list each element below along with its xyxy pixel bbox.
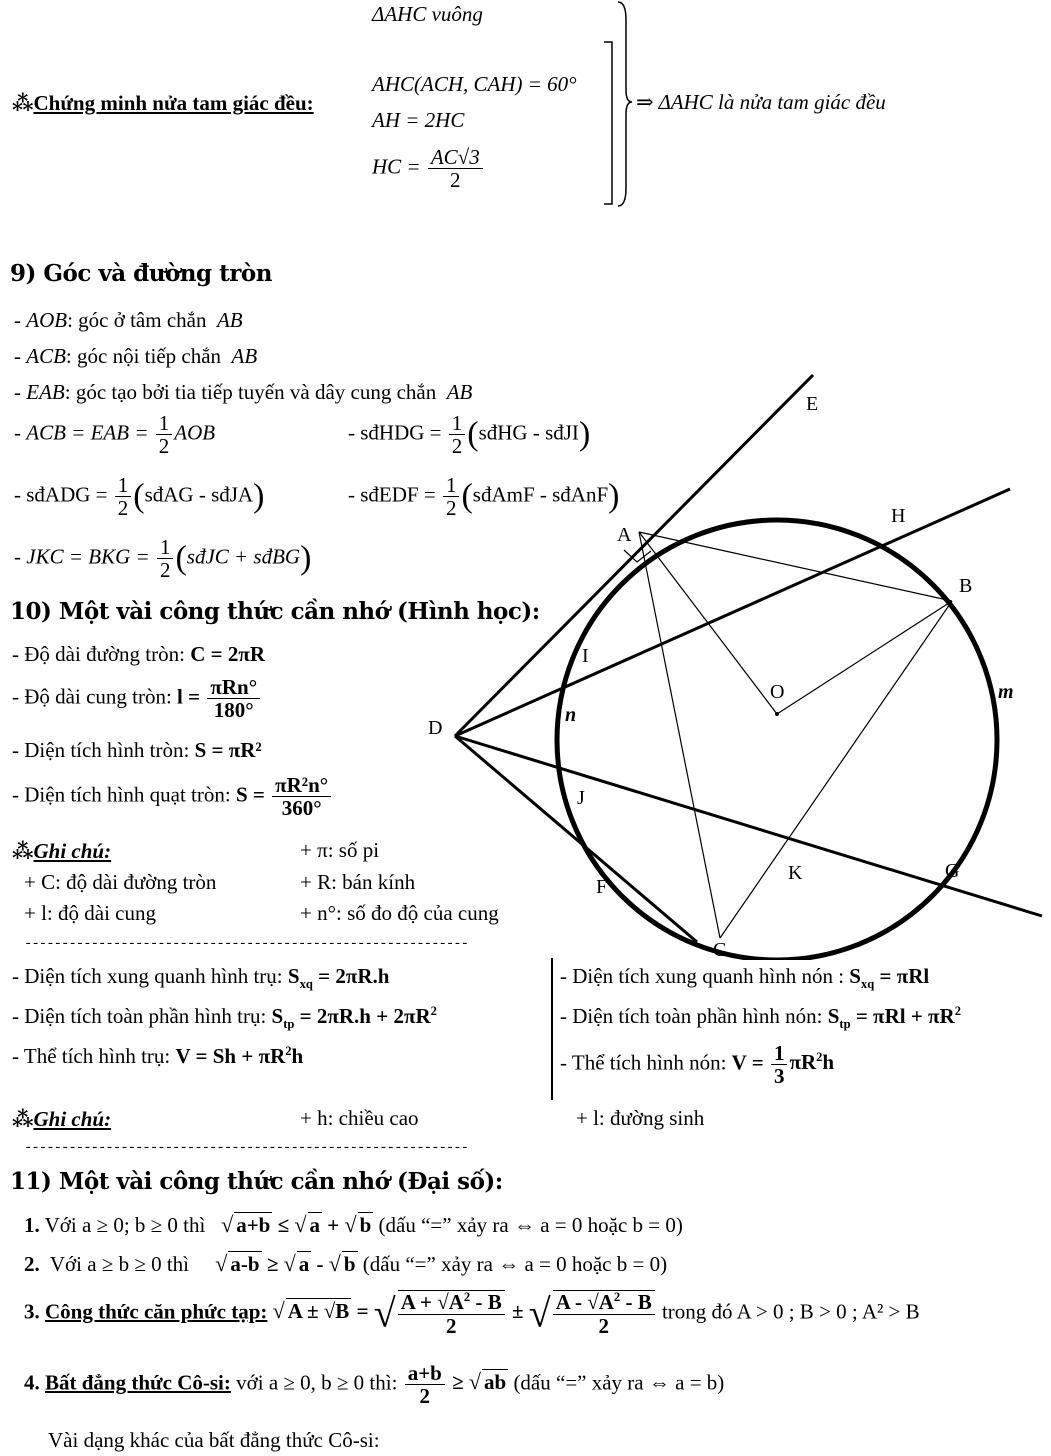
formula-hdg: - sđHDG = $\frac{1}{2}$ (sđHG - sđJI) [348, 411, 591, 459]
arc-length-formula: - Độ dài cung tròn: l = $\frac{\text{πRn°}}{180^\circ}$ [12, 676, 262, 721]
svg-text:G: G [945, 860, 960, 882]
cauchy-other-forms: Vài dạng khác của bất đẳng thức Cô-si: [48, 1428, 380, 1452]
list-item-central-angle: - AOB: góc ở tâm chắn AB [14, 308, 243, 332]
note-c: + C: độ dài đường tròn [24, 870, 217, 894]
section-10-title: 10) Một vài công thức cần nhớ (Hình học): [10, 598, 540, 625]
formula-edf: - sđEDF = $\frac{1}{2}$ (sđAmF - sđAnF) [348, 473, 620, 521]
formula-jkc: - JKC = BKG = $\frac{1}{2}$ (sđJC + sđBG) [14, 535, 312, 583]
divider-2: ------------------------------------------------------------ [24, 1140, 469, 1156]
svg-text:m: m [998, 681, 1014, 703]
condition-angle: AHC(ACH, CAH) = 60° [372, 72, 577, 96]
half-triangle-conclusion: ⇒ ΔAHC là nửa tam giác đều [636, 90, 886, 114]
section-11-title: 11) Một vài công thức cần nhớ (Đại số): [10, 1168, 503, 1195]
circle-o [557, 520, 997, 960]
svg-text:A: A [617, 524, 632, 546]
note-n: + n°: số đo độ của cung [300, 901, 499, 925]
note2-heading: ⁂Ghi chú: [12, 1107, 112, 1131]
column-divider [551, 958, 553, 1100]
note-heading: ⁂Ghi chú: [12, 839, 112, 863]
svg-text:I: I [582, 645, 589, 667]
note-r: + R: bán kính [300, 870, 416, 894]
list-item-inscribed-angle: - ACB: góc nội tiếp chắn AB [14, 344, 258, 368]
divider: ------------------------------------------------------------ [24, 936, 469, 952]
circumference-formula: - Độ dài đường tròn: C = 2πR [12, 642, 266, 666]
formula-acb: - ACB = EAB = $\frac{1}{2}$ AOB [14, 411, 216, 459]
cylinder-lateral-area: - Diện tích xung quanh hình trụ: $S_{xq} = 2\pi R.h$ [12, 964, 390, 992]
algebra-item-3: 3. Công thức căn phức tạp: √ A ± √B = √ $\frac{A + √A^2 - B}{2}$ ± √ $\frac{A - √A^2 - B}{2}$ trong đó A > 0 ; B > 0 ; A² > B [24, 1290, 920, 1338]
note-l-generatrix: + l: đường sinh [576, 1106, 705, 1130]
svg-text:D: D [428, 717, 443, 739]
note-l: + l: độ dài cung [24, 901, 156, 925]
note-pi: + π: số pi [300, 838, 380, 862]
star-icon: ⁂ [12, 839, 34, 863]
svg-text:O: O [770, 681, 785, 703]
condition-hc: HC = $\frac{AC√3}{2}$ [372, 146, 485, 191]
cylinder-volume: - Thể tích hình trụ: $V = Sh + \pi R^2h$ [12, 1044, 304, 1068]
half-triangle-label: Chứng minh nửa tam giác đều: [33, 91, 314, 115]
cone-lateral-area: - Diện tích xung quanh hình nón : $S_{xq} = \pi Rl$ [560, 964, 930, 992]
section-9-title: 9) Góc và đường tròn [10, 260, 272, 287]
list-item-tangent-angle: - EAB: góc tạo bởi tia tiếp tuyến và dây cung chắn AB [14, 380, 473, 404]
label-e: E [806, 393, 819, 415]
svg-text:n: n [565, 704, 577, 726]
cone-volume: - Thể tích hình nón: V = $\frac{1}{3}$ $\pi R^2h$ [560, 1041, 835, 1089]
svg-text:F: F [596, 876, 608, 898]
svg-text:H: H [891, 505, 906, 527]
note-h: + h: chiều cao [300, 1106, 419, 1130]
condition-right-triangle: ΔAHC vuông [372, 2, 483, 26]
star-icon: ⁂ [12, 91, 34, 115]
svg-text:K: K [788, 862, 803, 884]
star-icon: ⁂ [12, 1107, 34, 1131]
svg-text:C: C [713, 939, 727, 960]
svg-text:B: B [959, 575, 973, 597]
algebra-item-1: 1. Với a ≥ 0; b ≥ 0 thì √ a+b ≤ √ a + √ b (dấu “=” xảy ra ⇔ a = 0 hoặc b = 0) [24, 1212, 683, 1237]
algebra-item-2: 2. Với a ≥ b ≥ 0 thì √ a-b ≥ √ a - √ b (dấu “=” xảy ra ⇔ a = 0 hoặc b = 0) [24, 1251, 668, 1276]
sector-area-formula: - Diện tích hình quạt tròn: S = $\frac{\text{πR²n°}}{360^\circ}$ [12, 774, 333, 819]
cone-total-area: - Diện tích toàn phần hình nón: $S_{tp} = \pi Rl + \pi R^2$ [560, 1004, 961, 1032]
algebra-item-4: 4. Bất đẳng thức Cô-si: với a ≥ 0, b ≥ 0 thì: $\frac{a+b}{2}$ ≥ √ ab (dấu “=” xảy ra ⇔ a = b) [24, 1361, 725, 1409]
cylinder-total-area: - Diện tích toàn phần hình trụ: $S_{tp} = 2\pi R.h + 2\pi R^2$ [12, 1004, 437, 1032]
formula-adg: - sđADG = $\frac{1}{2}$ (sđAG - sđJA) [14, 473, 265, 521]
circle-area-formula: - Diện tích hình tròn: S = πR² [12, 738, 262, 762]
condition-ah: AH = 2HC [372, 108, 465, 132]
svg-text:J: J [577, 787, 585, 809]
